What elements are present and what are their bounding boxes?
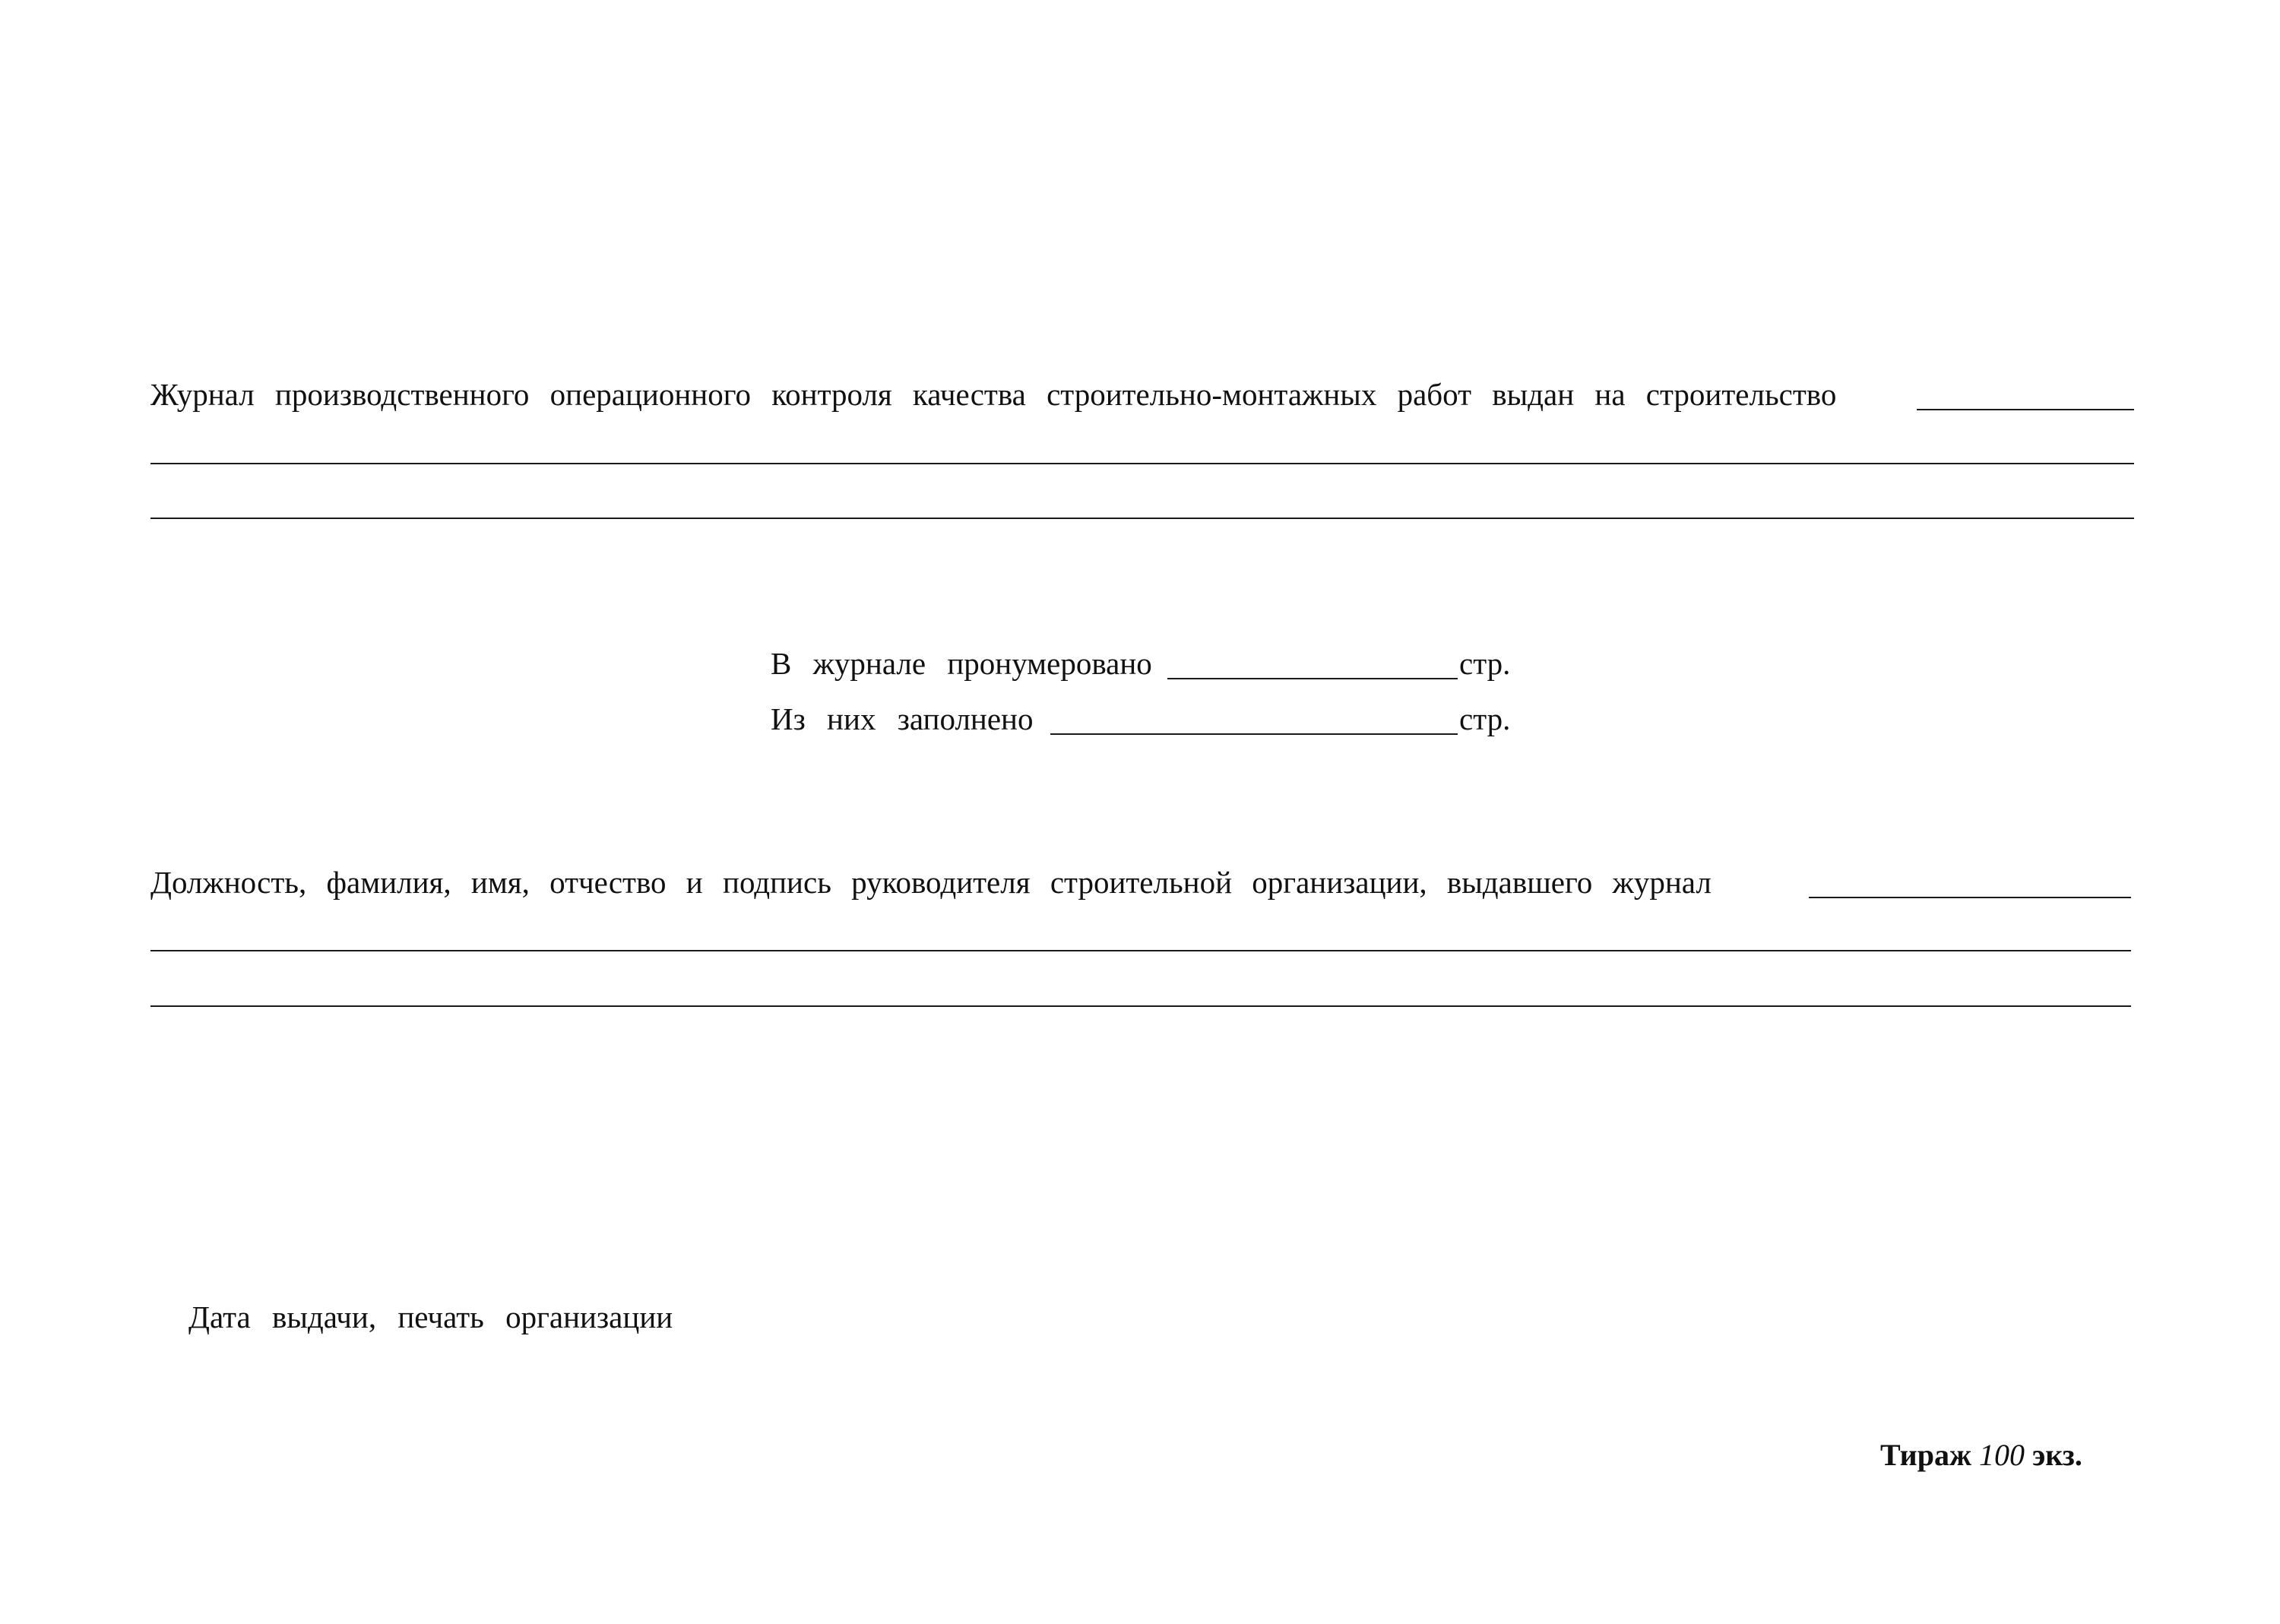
pages-filled-unit: стр. — [1459, 701, 1511, 736]
pages-filled-label: Из них заполнено — [771, 701, 1034, 736]
issued-to-construction-blank — [1917, 409, 2134, 410]
pages-numbered-label: В журнале пронумеровано — [771, 646, 1152, 681]
issued-to-construction-line-3 — [150, 518, 2134, 519]
print-run-label: Тираж — [1880, 1438, 1971, 1472]
manager-signature-line-2 — [150, 950, 2131, 951]
pages-filled-blank — [1050, 733, 1458, 735]
pages-numbered-unit: стр. — [1459, 646, 1511, 681]
issued-to-construction-line-2 — [150, 463, 2134, 464]
manager-signature-text: Должность, фамилия, имя, отчество и подпись руководителя строительной организации, выдавшего журнал — [150, 865, 1712, 900]
issued-to-construction-text: Журнал производственного операционного контроля качества строительно-монтажных работ выдан на строительство — [150, 377, 1837, 412]
print-run-number: 100 — [1978, 1438, 2025, 1472]
print-run — [1880, 1440, 2082, 1470]
manager-signature-blank — [1809, 897, 2131, 898]
pages-numbered-blank — [1167, 678, 1458, 679]
manager-signature-line-3 — [150, 1005, 2131, 1007]
date-stamp-label: Дата выдачи, печать организации — [188, 1300, 673, 1334]
print-run-unit: экз. — [2031, 1438, 2082, 1472]
